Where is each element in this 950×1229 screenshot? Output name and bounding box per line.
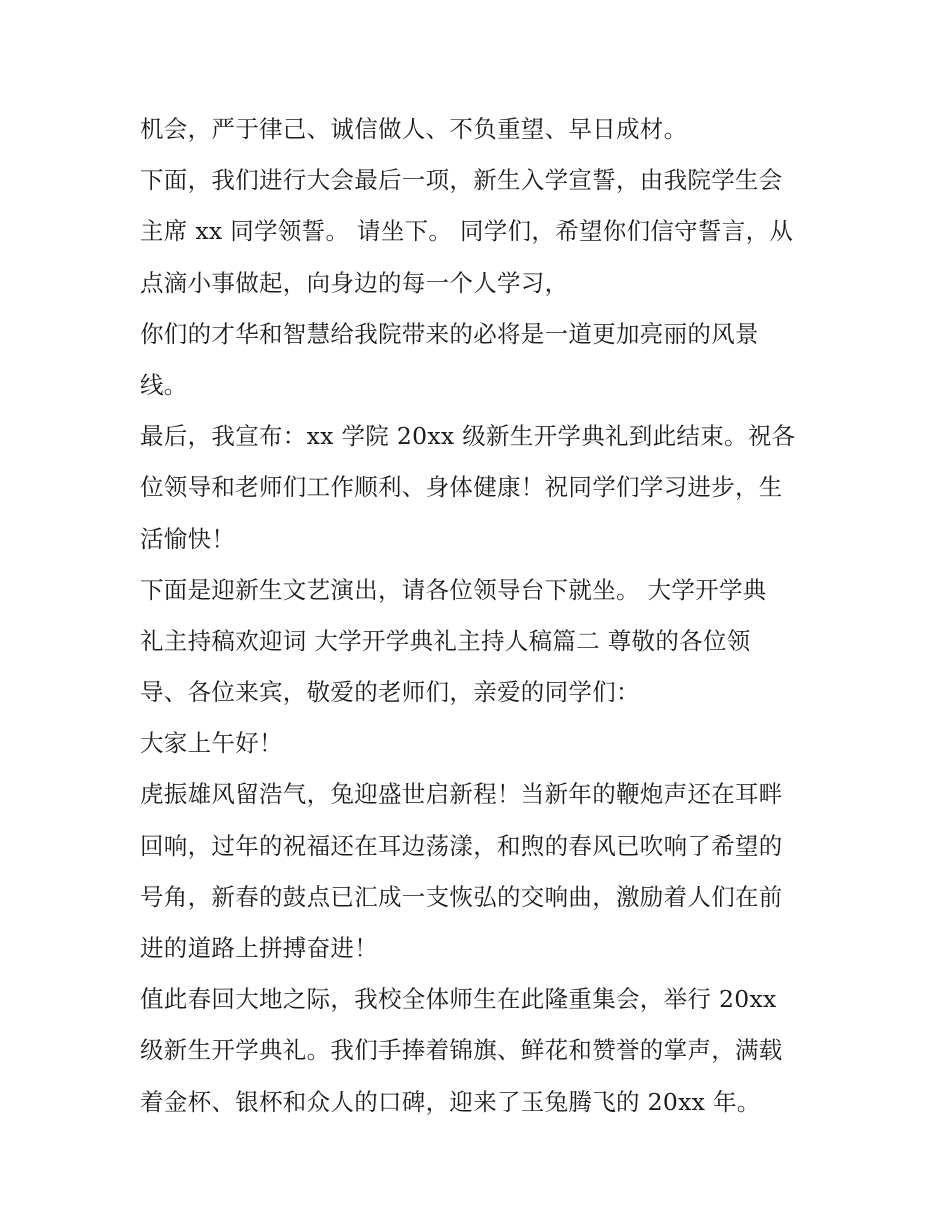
text-line: 号角，新春的鼓点已汇成一支恢弘的交响曲，激励着人们在前 bbox=[140, 882, 783, 911]
text-line: 主席 xx 同学领誓。 请坐下。 同学们，希望你们信守誓言，从 bbox=[140, 217, 794, 246]
text-line: 点滴小事做起，向身边的每一个人学习， bbox=[140, 268, 569, 297]
text-line: 虎振雄风留浩气，兔迎盛世启新程！当新年的鞭炮声还在耳畔 bbox=[140, 780, 783, 809]
text-line: 级新生开学典礼。我们手捧着锦旗、鲜花和赞誉的掌声，满载 bbox=[140, 1036, 783, 1065]
text-line: 礼主持稿欢迎词 大学开学典礼主持人稿篇二 尊敬的各位领 bbox=[140, 626, 751, 655]
text-line: 下面是迎新生文艺演出，请各位领导台下就坐。 大学开学典 bbox=[140, 575, 767, 604]
text-line: 位领导和老师们工作顺利、身体健康！祝同学们学习进步，生 bbox=[140, 473, 783, 502]
text-line: 最后，我宣布：xx 学院 20xx 级新生开学典礼到此结束。祝各 bbox=[140, 422, 796, 451]
text-line: 活愉快！ bbox=[140, 524, 236, 553]
text-line: 着金杯、银杯和众人的口碑，迎来了玉兔腾飞的 20xx 年。 bbox=[140, 1087, 761, 1116]
text-line: 回响，过年的祝福还在耳边荡漾，和煦的春风已吹响了希望的 bbox=[140, 831, 783, 860]
document-body bbox=[140, 104, 820, 1128]
text-line: 你们的才华和智慧给我院带来的必将是一道更加亮丽的风景 bbox=[140, 319, 759, 348]
text-line: 进的道路上拼搏奋进！ bbox=[140, 934, 378, 962]
text-line: 值此春回大地之际，我校全体师生在此隆重集会，举行 20xx bbox=[140, 985, 777, 1014]
text-line: 机会，严于律己、诚信做人、不负重望、早日成材。 bbox=[140, 115, 688, 143]
text-line: 下面，我们进行大会最后一项，新生入学宣誓，由我院学生会 bbox=[140, 166, 783, 195]
text-line: 大家上午好！ bbox=[140, 729, 283, 758]
text-line: 导、各位来宾，敬爱的老师们，亲爱的同学们： bbox=[140, 678, 640, 707]
text-line: 线。 bbox=[140, 370, 188, 399]
